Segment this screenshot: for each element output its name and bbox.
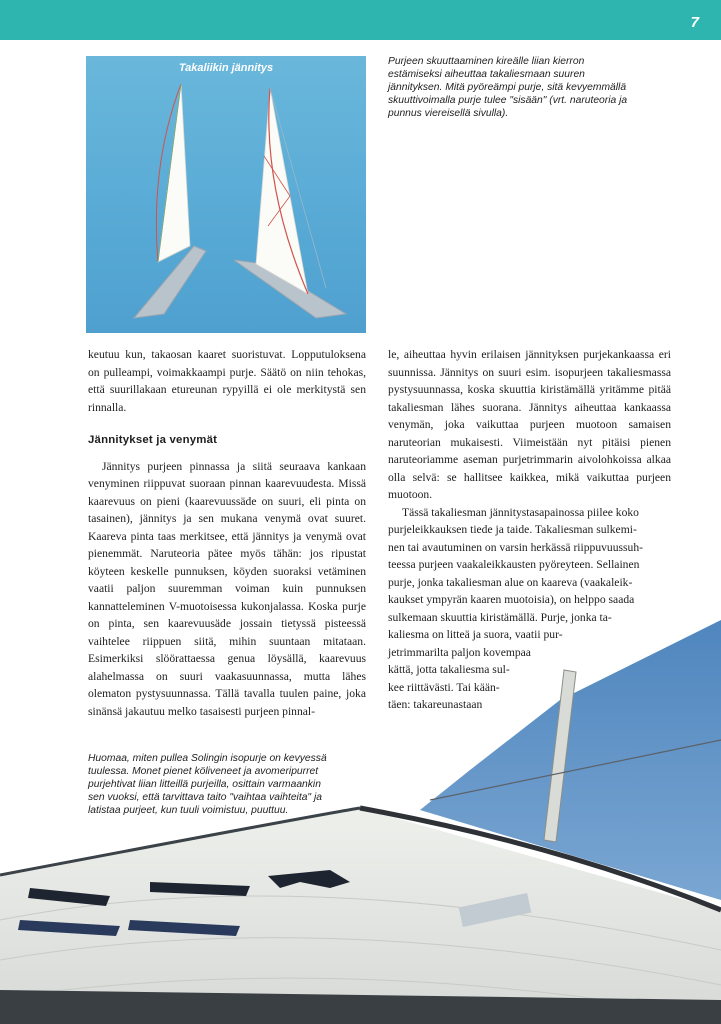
sail-diagram-illustration [86,56,366,333]
text-line: sulkemaan skuuttia kiristämällä. Purje, jonka ta- [388,610,612,624]
text-line: nen tai avautuminen on varsin herkässä riippuvuussuh- [388,540,644,554]
text-line: teessa purjeen vaakaleikkausten pyöreyteen. Sellainen [388,558,640,571]
text-line: kee riittävästi. Tai kään- [388,680,500,694]
paragraph: keutuu kun, takaosan kaaret suoristuvat. Lopputuloksena on pulleampi, voimakkaampi purje. Säätö on niin tehokas, että suurillakaan etureunan rypyillä ei ole merkitystä sen rinnalla. [88,348,366,414]
section-heading: Jännitykset ja venymät [88,434,218,446]
paragraph: le, aiheuttaa hyvin erilaisen jännityksen purjekankaassa eri suunnissa. Jännitys on suuri esim. isopurjeen takaliesmassa pystysuunnassa, koska skuuttia kiristämällä yritämme pitää takaliesman lähes suorana. Jännitys aiheuttaa kankaassa venymän, joka vaikuttaa purjeen muotoon samaisen naruteorian mukaisesti. Viimeistään nyt pitäisi pienen naruteoriamme aseman purjetrimmarin aivolohkoissa alkaa olla selvä: se hallitsee kaikkea, mikä vaikuttaa purjeen muotoon. [388,348,671,501]
text-line: jetrimmarilta paljon kovempaa [388,645,531,659]
soling-mainsail-photo [0,620,721,1024]
text-line: kaukset ympyrän kaaren muotoisia), on helppo saada [388,593,635,606]
text-line: purje, jonka takaliesman alue on kaareva (vaakaleik- [388,575,633,589]
sail-tension-figure [86,56,366,333]
header-bar [0,0,721,40]
text-line: kättä, jotta takaliesma sul- [388,663,510,676]
photo-caption-bottom: Huomaa, miten pullea Solingin isopurje on kevyessä tuulessa. Monet pienet köliveneet ja avomeripurret purjehtivat liian litteillä purjeilla, osittain varmaankin sen vuoksi, että tarvittava taito "vaihtaa vaihteita" ja latistaa purjeet, kun tuuli voimistuu, puuttuu. [88,753,327,816]
text-line: Tässä takaliesman jännitystasapainossa piilee koko [402,505,639,519]
sail-photo-illustration [0,620,721,1024]
figure-caption-top: Purjeen skuuttaaminen kireälle liian kierron estämiseksi aiheuttaa takaliesmaan suuren jännityksen. Mitä pyöreämpi purje, sitä kevyemmällä skuuttivoimalla purje tulee "sisään" (vrt. naruteoria ja punnus viereisellä sivulla). [388,56,628,119]
paragraph: Jännitys purjeen pinnassa ja siitä seuraava kankaan venyminen riippuvat suoraan pinnan kaarevuudesta. Missä kaarevuus on pieni (kaarevuussäde on suuri, eli pinta on tasainen), jännitys ja sen mukana venymä ovat suuret. Kaareva pinta taas merkitsee, että jännitys ja venymä ovat pienemmät. Naruteoria pätee myös tähän: jos ripustat köyteen keskelle punnuksen, köyden suoraksi vetäminen vaatii paljon suuremman voiman kuin punnuksen kannatteleminen V-muotoisessa kukonjalassa. Koska purje on pinta, sen kaarevuusäde jossain tietyssä pisteessä vaihtelee riippuen siitä, mihin suuntaan mitataan. Esimerkiksi slöörattaessa genua löysällä, kaarevuus alahelmassa on suuri vaakasuunnassa, mutta lähes olematon pystysuunnassa. Tällä tavalla tuulen paine, joka sinänsä jakautuu melko tasaisesti purjeen pinnal- [88,459,366,718]
page-number: 7 [690,14,699,31]
figure-title: Takaliikin jännitys [178,62,274,74]
text-line: täen: takareunastaan [388,698,483,711]
text-line: kaliesma on litteä ja suora, vaatii pur- [388,628,563,641]
text-line: purjeleikkauksen tiede ja taide. Takaliesman sulkemi- [388,523,637,536]
